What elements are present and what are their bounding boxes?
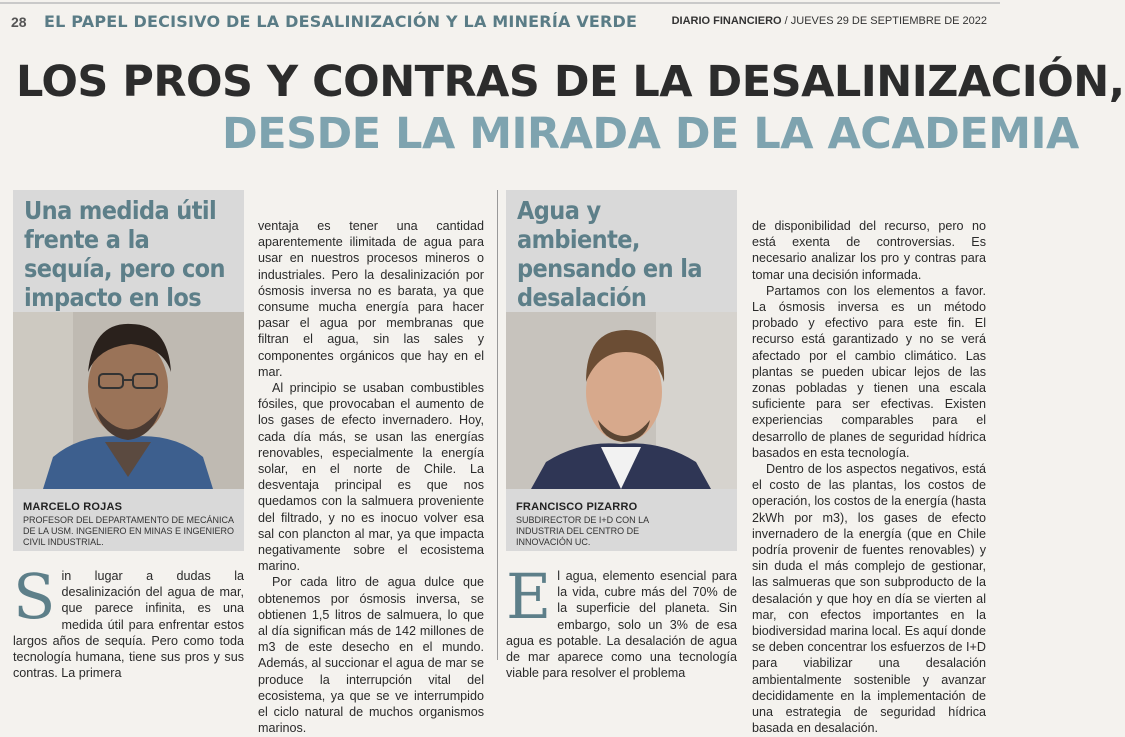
right-paragraph-2: Partamos con los elementos a favor. La ósmosis inversa es un método probado y efectivo para este fin. El recurso está garantizado y no se verá afectado por el cambio climático. Las plantas se pueden ubicar lejos de las zonas pobladas y tienen una escala suficiente para ser efectivas. Existen experiencias comparables para el desarrollo de planes de seguridad hídrica basados en esta tecnología. — [752, 283, 986, 460]
issue-date: / JUEVES 29 DE SEPTIEMBRE DE 2022 — [784, 15, 987, 27]
right-author-box — [506, 190, 737, 551]
left-author-name: MARCELO ROJAS — [23, 501, 123, 513]
right-article-intro — [506, 560, 737, 681]
page-number: 28 — [11, 14, 27, 30]
left-paragraph-2: Al principio se usaban combustibles fósiles, que provocaban el aumento de los gases de efecto invernadero. Hoy, cada día más, se usan las energías renovables, especialmente la energía solar, en el norte de Chile. La desventaja principal es que nos quedamos con la salmuera proveniente del filtrado, y no es inocuo volver esa sal con plancton al mar, ya que impacta negativamente sobre el ecosistema marino. — [258, 381, 484, 574]
left-author-photo — [13, 312, 244, 489]
right-paragraph-3: Dentro de los aspectos negativos, está el costo de las plantas, los costos de operación, los costos de la energía (hasta 2kWh por m3), los gases de efecto invernadero de la energía (que en Chile podría provenir de fuentes renovables) y sin duda el más complejo de gestionar, las salmueras que son subproducto de la desalación y que hoy en día se vierten al mar, con efectos importantes en la biodiversidad marina local. Es aquí donde se deben concentrar los esfuerzos de I+D para viabilizar una desalación ambientalmente sostenible y avanzar decididamente en la implementación de una estrategia de seguridad hídrica basada en desalación. — [752, 462, 986, 736]
header-rule — [0, 2, 1000, 4]
right-author-photo — [506, 312, 737, 489]
page-header — [0, 0, 1000, 40]
section-title: EL PAPEL DECISIVO DE LA DESALINIZACIÓN Y LA MINERÍA VERDE — [44, 12, 638, 31]
headline-line-2: DESDE LA MIRADA DE LA ACADEMIA — [222, 109, 1079, 159]
left-author-box — [13, 190, 244, 551]
left-paragraph-3: Por cada litro de agua dulce que obtenemos por ósmosis inversa, se obtienen 1,5 litros de salmuera, lo que al día significan más de 142 millones de m3 de este desecho en el mundo. Además, al succionar el agua de mar se produce la interrupción vital del ecosistema, ya que se ve interrumpido el ciclo natural de muchos organismos marinos. — [258, 575, 484, 736]
right-dropcap: E — [506, 560, 552, 633]
right-author-name: FRANCISCO PIZARRO — [516, 501, 638, 513]
left-dropcap: S — [13, 560, 56, 633]
left-intro-text: in lugar a dudas la desalinización del agua de mar, que parece infinita, es una medida útil para enfrentar estos largos años de sequía. Pero como toda tecnología humana, tiene sus pros y sus contras. La primera — [13, 569, 244, 681]
right-paragraph-1: de disponibilidad del recurso, pero no está exenta de controversias. Es necesario analizar los pro y contras para tomar una decisión informada. — [752, 219, 986, 282]
dateline — [672, 15, 987, 27]
headline-line-1: LOS PROS Y CONTRAS DE LA DESALINIZACIÓN, — [16, 57, 1125, 107]
left-article-intro — [13, 560, 244, 681]
left-author-role: PROFESOR DEL DEPARTAMENTO DE MECÁNICA DE LA USM. INGENIERO EN MINAS E INGENIERO CIVIL INDUSTRIAL. — [23, 515, 235, 547]
right-intro-text: l agua, elemento esencial para la vida, cubre más del 70% de la superficie del planeta. Sin embargo, solo un 3% de esa agua es potable. La desalación de agua de mar aparece como una tecnología viable para resolver el problema — [506, 569, 737, 681]
right-article-column-2 — [752, 218, 986, 737]
publication-name: DIARIO FINANCIERO — [671, 15, 782, 27]
left-paragraph-1: ventaja es tener una cantidad aparentemente ilimitada de agua para usar en nuestros procesos mineros o industriales. Pero la desalinización por ósmosis inversa no es barata, ya que consume mucha energía para hacer pasar el agua por membranas que filtran el agua, sin las sales y componentes orgánicos que hay en el mar. — [258, 219, 484, 379]
column-divider — [497, 190, 498, 660]
right-article-title: Agua y ambiente, pensando en la desalación — [517, 196, 702, 312]
left-article-title: Una medida útil frente a la sequía, pero con impacto en los — [24, 196, 225, 312]
right-author-role: SUBDIRECTOR DE I+D CON LA INDUSTRIA DEL CENTRO DE INNOVACIÓN UC. — [516, 515, 649, 547]
left-article-column-2 — [258, 218, 484, 737]
